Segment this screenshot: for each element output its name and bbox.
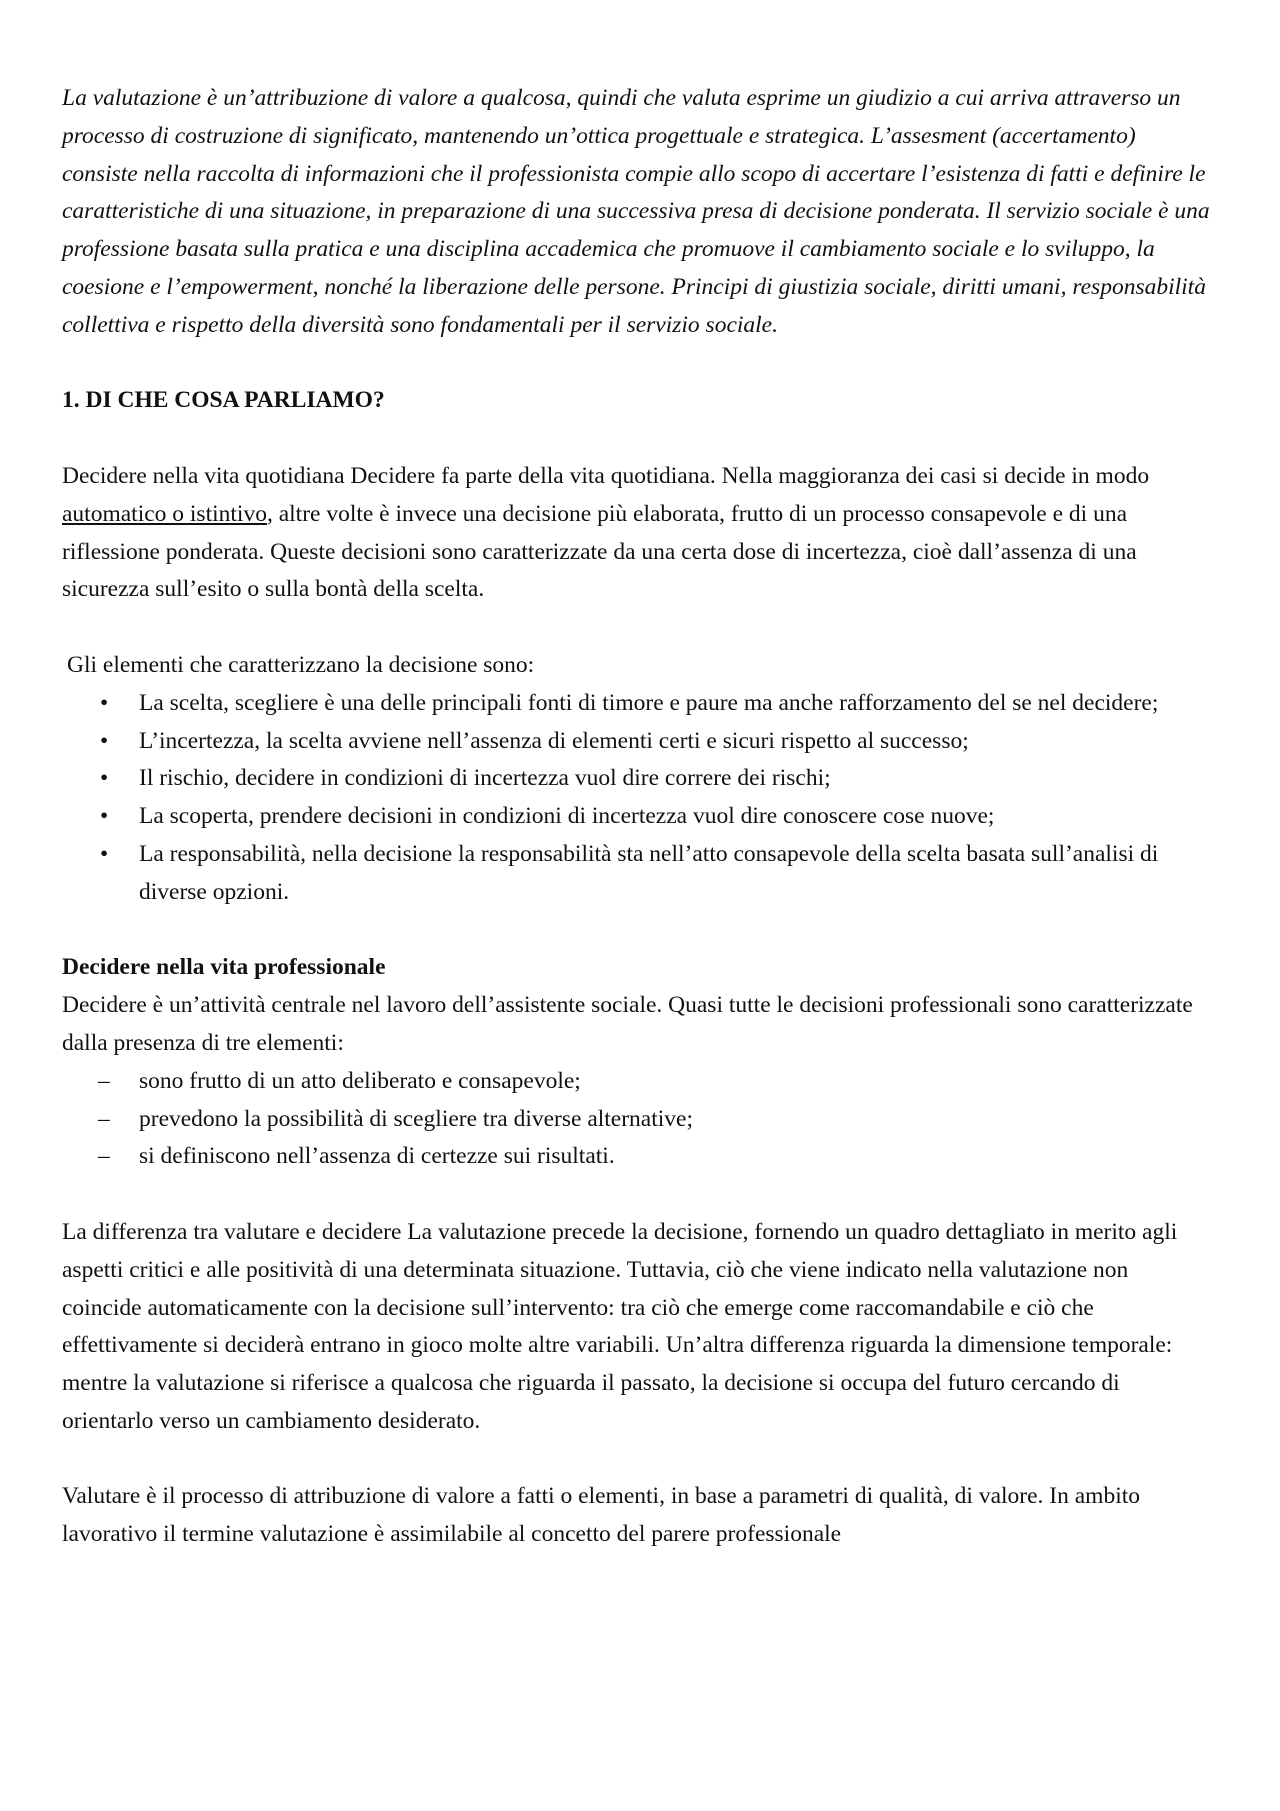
professional-paragraph: Decidere è un’attività centrale nel lavoro dell’assistente sociale. Quasi tutte le decisioni professionali sono caratterizzate dalla presenza di tre elementi:: [62, 992, 1193, 1056]
professional-list: [62, 1063, 1212, 1176]
list-item: – sono frutto di un atto deliberato e consapevole;: [62, 1063, 1212, 1101]
difference-paragraph: La differenza tra valutare e decidere La valutazione precede la decisione, fornendo un quadro dettagliato in merito agli aspetti critici e alle positività di una determinata situazione. Tuttavia, ciò che viene indicato nella valutazione non coincide automaticamente con la decisione sull’intervento: tra ciò che emerge come raccomandabile e ciò che effettivamente si deciderà entrano in gioco molte altre variabili. Un’altra differenza riguarda la dimensione temporale: mentre la valutazione si riferisce a qualcosa che riguarda il passato, la decisione si occupa del futuro cercando di orientarlo verso un cambiamento desiderato.: [62, 1218, 1178, 1434]
list-item: • La scelta, scegliere è una delle principali fonti di timore e paure ma anche rafforzamento del se nel decidere;: [62, 685, 1212, 723]
list-item: • La responsabilità, nella decisione la responsabilità sta nell’atto consapevole della scelta basata sull’analisi di diverse opzioni.: [62, 836, 1212, 912]
intro-paragraph: La valutazione è un’attribuzione di valore a qualcosa, quindi che valuta esprime un giudizio a cui arriva attraverso un processo di costruzione di significato, mantenendo un’ottica progettuale e strategica. L’assesment (accertamento) consiste nella raccolta di informazioni che il professionista compie allo scopo di accertare l’esistenza di fatti e definire le caratteristiche di una situazione, in preparazione di una successiva presa di decisione ponderata. Il servizio sociale è una professione basata sulla pratica e una disciplina accademica che promuove il cambiamento sociale e lo sviluppo, la coesione e l’empowerment, nonché la liberazione delle persone. Principi di giustizia sociale, diritti umani, responsabilità collettiva e rispetto della diversità sono fondamentali per il servizio sociale.: [62, 85, 1210, 338]
elements-intro: Gli elementi che caratterizzano la decisione sono:: [67, 651, 535, 678]
list-item: – prevedono la possibilità di scegliere tra diverse alternative;: [62, 1101, 1212, 1139]
daily-text-before: Decidere nella vita quotidiana Decidere fa parte della vita quotidiana. Nella maggioranza dei casi si decide in modo: [62, 462, 1150, 489]
list-item: • Il rischio, decidere in condizioni di incertezza vuol dire correre dei rischi;: [62, 760, 1212, 798]
daily-text-after: , altre volte è invece una decisione più elaborata, frutto di un processo consapevole e di una riflessione ponderata. Queste decisioni sono caratterizzate da una certa dose di incertezza, cioè dall’assenza di una sicurezza sull’esito o sulla bontà della scelta.: [62, 500, 1137, 603]
underlined-phrase: automatico o istintivo: [62, 500, 267, 527]
list-item: • L’incertezza, la scelta avviene nell’assenza di elementi certi e sicuri rispetto al successo;: [62, 723, 1212, 761]
subsection-heading: Decidere nella vita professionale: [62, 954, 386, 981]
list-item: – si definiscono nell’assenza di certezze sui risultati.: [62, 1138, 1212, 1176]
daily-decision-paragraph: [62, 458, 1212, 609]
list-item: • La scoperta, prendere decisioni in condizioni di incertezza vuol dire conoscere cose nuove;: [62, 798, 1212, 836]
elements-list: [62, 685, 1212, 912]
valutare-paragraph: Valutare è il processo di attribuzione di valore a fatti o elementi, in base a parametri di qualità, di valore. In ambito lavorativo il termine valutazione è assimilabile al concetto del parere professionale: [62, 1483, 1141, 1548]
section-heading: 1. DI CHE COSA PARLIAMO?: [62, 387, 385, 414]
document-page: [62, 80, 1212, 1554]
